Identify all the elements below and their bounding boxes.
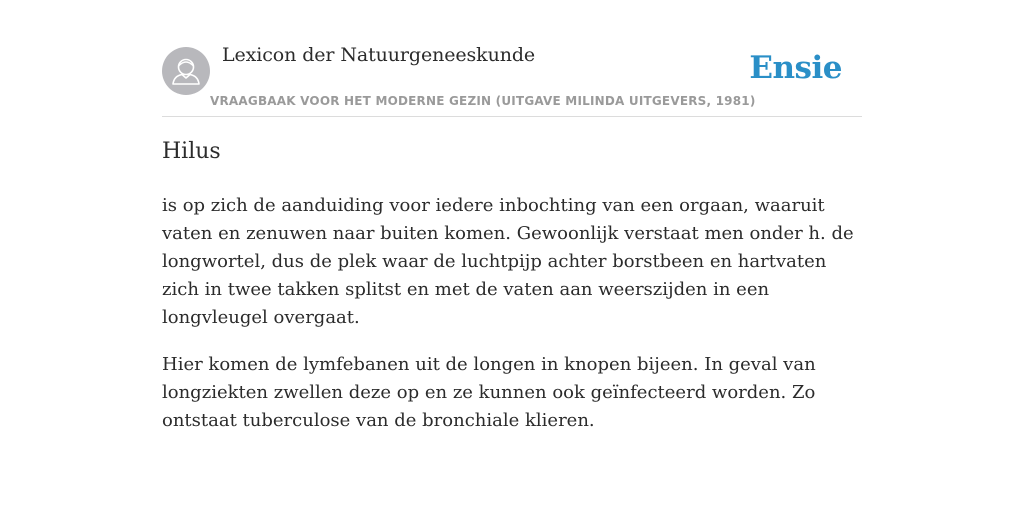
entry-definition bbox=[162, 192, 862, 454]
page bbox=[162, 0, 862, 512]
source-header bbox=[162, 0, 862, 117]
ensie-logo-link[interactable]: Ensie bbox=[749, 50, 842, 86]
entry-term: Hilus bbox=[162, 139, 221, 164]
definition-paragraph: Hier komen de lymfebanen uit de longen in knopen bijeen. In geval van longziekten zwellen deze op en ze kunnen ook geïnfecteerd worden. Zo ontstaat tuberculose van de bronchiale klieren. bbox=[162, 354, 816, 431]
user-avatar-icon bbox=[162, 47, 210, 95]
source-subtitle: VRAAGBAAK VOOR HET MODERNE GEZIN (UITGAVE MILINDA UITGEVERS, 1981) bbox=[210, 94, 756, 108]
definition-paragraph: is op zich de aanduiding voor iedere inbochting van een orgaan, waaruit vaten en zenuwen naar buiten komen. Gewoonlijk verstaat men onder h. de longwortel, dus de plek waar de luchtpijp achter borstbeen en hartvaten zich in twee takken splitst en met de vaten aan weerszijden in een longvleugel overgaat. bbox=[162, 195, 854, 328]
source-title[interactable]: Lexicon der Natuurgeneeskunde bbox=[222, 44, 536, 66]
